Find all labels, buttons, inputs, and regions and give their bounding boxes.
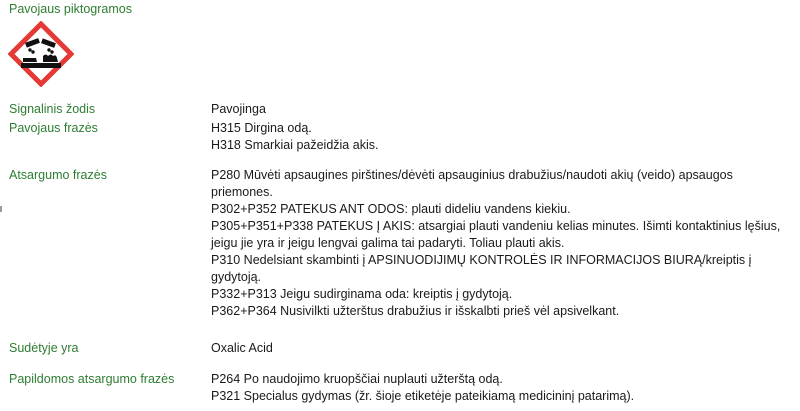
text-line: jeigu jie yra ir jeigu lengvai galima tai padaryti. Toliau plauti akis. bbox=[211, 236, 565, 250]
text-line: H318 Smarkiai pažeidžia akis. bbox=[211, 138, 379, 152]
hazard-phrases-text bbox=[211, 120, 796, 154]
precautionary-phrases-label: Atsargumo frazės bbox=[9, 168, 107, 182]
additional-precautionary-phrases-label: Papildomos atsargumo frazės bbox=[9, 372, 175, 386]
text-line: P321 Specialus gydymas (žr. šioje etiketėje pateikiamą medicininį patarimą). bbox=[211, 389, 635, 403]
signal-word-text bbox=[211, 101, 796, 118]
contains-label: Sudėtyje yra bbox=[9, 341, 79, 355]
text-line: P362+P364 Nusivilkti užterštus drabužius ir išskalbti prieš vėl apsivelkant. bbox=[211, 304, 620, 318]
text-line: Pavojinga bbox=[211, 102, 266, 116]
text-line: H315 Dirgina odą. bbox=[211, 121, 312, 135]
text-line: priemones. bbox=[211, 185, 273, 199]
text-line: P310 Nedelsiant skambinti į APSINUODIJIMŲ KONTROLĖS IR INFORMACIJOS BIURĄ/kreiptis į bbox=[211, 253, 752, 267]
text-line: P302+P352 PATEKUS ANT ODOS: plauti dideliu vandens kiekiu. bbox=[211, 202, 571, 216]
text-line: Oxalic Acid bbox=[211, 341, 273, 355]
text-line: P305+P351+P338 PATEKUS Į AKIS: atsargiai plauti vandeniu kelias minutes. Išimti kontaktinius lęšius, bbox=[211, 219, 781, 233]
text-line: P264 Po naudojimo kruopščiai nuplauti užterštą odą. bbox=[211, 372, 503, 386]
contains-text bbox=[211, 340, 796, 357]
corrosion-icon bbox=[8, 21, 74, 87]
edge-mark bbox=[0, 206, 2, 212]
text-line: P280 Mūvėti apsaugines pirštines/dėvėti apsauginius drabužius/naudoti akių (veido) apsaugos bbox=[211, 168, 733, 182]
pictograms-heading: Pavojaus piktogramos bbox=[9, 2, 132, 16]
text-line: P332+P313 Jeigu sudirginama oda: kreiptis į gydytoją. bbox=[211, 287, 513, 301]
additional-precautionary-phrases-text bbox=[211, 371, 796, 405]
precautionary-phrases-text bbox=[211, 167, 796, 320]
hazard-phrases-label: Pavojaus frazės bbox=[9, 121, 98, 135]
signal-word-label: Signalinis žodis bbox=[9, 102, 96, 116]
text-line: gydytoją. bbox=[211, 270, 262, 284]
